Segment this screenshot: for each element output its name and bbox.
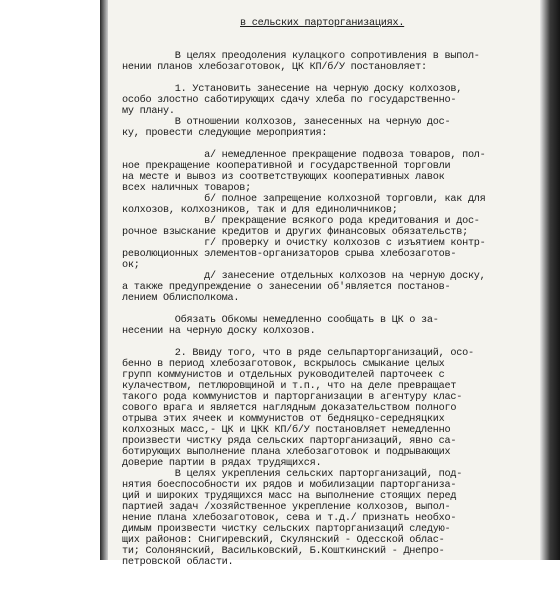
document-line: доверие партии в рядах трудящихся. [122, 458, 322, 469]
document-heading: в сельских парторганизациях. [240, 18, 405, 29]
document-line: на месте и вывоз из соответствующих кооперативных лавок [122, 172, 445, 183]
document-line: лением Облисполкома. [122, 293, 240, 304]
document-line: ок; [122, 260, 140, 271]
document-line: В отношении колхозов, занесенных на черную дос- [122, 117, 451, 128]
document-text [122, 0, 532, 590]
document-line: произвести чистку ряда сельских парторганизаций, явно са- [122, 436, 457, 447]
page-left-edge [100, 0, 108, 560]
document-line: д/ занесение отдельных колхозов на черную доску, [122, 271, 486, 282]
document-line: колхозов, колхозников, так и для единоличников; [122, 205, 398, 216]
document-line: 2. Ввиду того, что в ряде сельпарторганизаций, осо- [122, 348, 474, 359]
document-line: революционных элементов-организаторов срыва хлебозаготов- [122, 249, 457, 260]
document-line: бенно в период хлебозаготовок, вскрылось смыкание целых [122, 359, 445, 370]
document-line: ку, провести следующие мероприятия: [122, 128, 328, 139]
document-body [122, 51, 532, 568]
document-line: ций и широких трудящихся масс на выполнение стоящих перед [122, 491, 457, 502]
document-line: В целях преодоления кулацкого сопротивления в выпол- [122, 51, 480, 62]
document-line: нятия боеспособности их рядов и мобилизации парторганиза- [122, 480, 457, 491]
document-line: такого рода коммунистов и парторганизации в агентуру клас- [122, 392, 463, 403]
document-line: а также предупреждение о занесении об'является постанов- [122, 282, 451, 293]
document-line: нение плана хлебозаготовок, сева и т.д./ признать необхо- [122, 513, 457, 524]
document-line: групп коммунистов и отдельных руководителей парточеек с [122, 370, 445, 381]
document-line: несении на черную доску колхозов. [122, 326, 316, 337]
document-line: г/ проверку и очистку колхозов с изъятием контр- [122, 238, 486, 249]
document-line: ботирующих выполнение плана хлебозаготовок и подрывающих [122, 447, 451, 458]
page-right-edge [540, 0, 560, 560]
document-line: кулачеством, петлюровщиной и т.п., что на деле превращает [122, 381, 457, 392]
document-line [122, 304, 532, 315]
document-line: рочное взыскание кредитов и других финансовых обязательств; [122, 227, 468, 238]
left-margin [0, 0, 100, 560]
document-line: щих районов: Снигиревский, Скулянский - Одесской облас- [122, 535, 445, 546]
document-line: нении планов хлебозаготовок, ЦК КП/б/У постановляет: [122, 62, 427, 73]
document-line: всех наличных товаров; [122, 183, 251, 194]
document-line [122, 337, 532, 348]
document-page [108, 0, 540, 568]
document-line: петровской области. [122, 557, 234, 568]
document-line: в/ прекращение всякого рода кредитования и дос- [122, 216, 480, 227]
document-line: сового врага и является наглядным доказательством полного [122, 403, 457, 414]
document-line: б/ полное запрещение колхозной торговли, как для [122, 194, 486, 205]
document-line [122, 139, 532, 150]
document-line: отрыва этих ячеек и коммунистов от бедняцко-середняцких [122, 414, 445, 425]
document-line [122, 73, 532, 84]
document-line: колхозных масс,- ЦК и ЦКК КП/б/У постановляет немедленно [122, 425, 451, 436]
document-line: Обязать Обкомы немедленно сообщать в ЦК о за- [122, 315, 439, 326]
document-line: В целях укрепления сельских парторганизаций, под- [122, 469, 463, 480]
document-line: партией задач /хозяйственное укрепление колхозов, выпол- [122, 502, 451, 513]
document-line: ное прекращение кооперативной и государственной торговли [122, 161, 451, 172]
document-line: ти; Солонянский, Васильковский, Б.Кошткинский - Днепро- [122, 546, 445, 557]
document-line: му плану. [122, 106, 175, 117]
document-line: особо злостно саботирующих сдачу хлеба по государственно- [122, 95, 457, 106]
document-line: а/ немедленное прекращение подвоза товаров, пол- [122, 150, 486, 161]
document-line: димым произвести чистку сельских парторганизаций следую- [122, 524, 451, 535]
document-line: 1. Установить занесение на черную доску колхозов, [122, 84, 463, 95]
